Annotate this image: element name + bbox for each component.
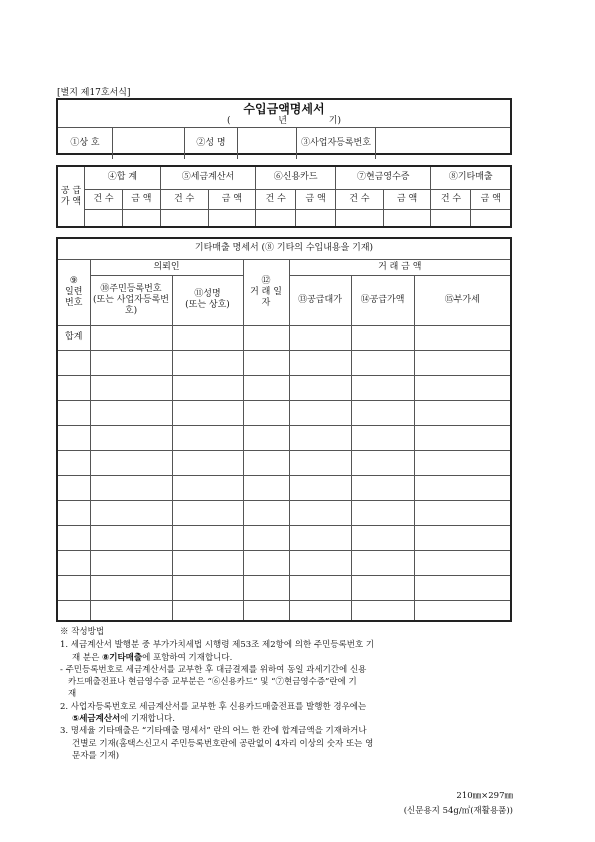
detail-cell[interactable] — [414, 450, 510, 475]
detail-cell[interactable] — [351, 350, 414, 375]
table-row — [58, 400, 510, 425]
count-cell[interactable] — [431, 209, 471, 226]
detail-cell[interactable] — [414, 600, 510, 620]
detail-cell[interactable] — [243, 550, 289, 575]
detail-cell[interactable] — [172, 350, 243, 375]
period-label: 기) — [328, 116, 341, 126]
name-field[interactable] — [238, 128, 297, 159]
detail-box — [56, 237, 512, 622]
detail-cell[interactable] — [58, 600, 90, 620]
detail-cell[interactable] — [243, 600, 289, 620]
detail-cell[interactable] — [90, 475, 172, 500]
biz-no-field[interactable] — [376, 128, 511, 159]
count-cell[interactable] — [160, 209, 208, 226]
detail-cell[interactable] — [58, 375, 90, 400]
note-1-line-2: 재 분은 ⑧기타매출에 포함하여 기재합니다. — [72, 652, 233, 663]
table-row — [58, 475, 510, 500]
count-cell[interactable] — [256, 209, 296, 226]
detail-cell[interactable] — [414, 475, 510, 500]
detail-cell[interactable] — [90, 400, 172, 425]
table-row — [58, 575, 510, 600]
detail-cell[interactable] — [58, 425, 90, 450]
note-4-line-1: 3. 명세율 기타매출은 “기타매출 명세서” 란의 어느 한 칸에 합계금액을 기재하거나 — [60, 726, 367, 737]
group-other-sales: ⑧기타매출 — [431, 167, 510, 189]
note-3-line-1: 2. 사업자등록번호로 세금계산서를 교부한 후 신용카드매출전표를 발행한 경우에는 — [60, 701, 367, 712]
detail-cell[interactable] — [351, 525, 414, 550]
vat-header: ⑮부가세 — [414, 275, 510, 325]
biz-no-label: ③사업자등록번호 — [297, 128, 376, 159]
amount-cell[interactable] — [122, 209, 160, 226]
form-tag: [별지 제17호서식] — [57, 88, 131, 98]
table-row — [58, 600, 510, 620]
detail-cell[interactable] — [289, 600, 351, 620]
detail-cell[interactable] — [58, 450, 90, 475]
detail-cell[interactable] — [58, 400, 90, 425]
amount-label: 금 액 — [471, 189, 510, 209]
detail-cell[interactable] — [172, 500, 243, 525]
detail-cell[interactable] — [90, 600, 172, 620]
amount-label: 금 액 — [208, 189, 256, 209]
detail-cell[interactable] — [351, 550, 414, 575]
group-tax-invoice: ⑤세금계산서 — [160, 167, 255, 189]
table-row — [58, 375, 510, 400]
detail-cell[interactable] — [58, 575, 90, 600]
table-row — [58, 350, 510, 375]
paper-size: 210㎜×297㎜ — [456, 791, 513, 801]
count-cell[interactable] — [85, 209, 123, 226]
detail-cell[interactable] — [58, 550, 90, 575]
total-cell[interactable] — [289, 325, 351, 350]
table-row — [58, 425, 510, 450]
detail-title: 기타매출 명세서 (⑧ 기타의 수입내용을 기재) — [58, 239, 510, 259]
detail-cell[interactable] — [243, 425, 289, 450]
note-2-line-3: 재 — [68, 689, 77, 700]
detail-cell[interactable] — [243, 525, 289, 550]
note-3-line-2: ⑤세금계산서에 기재합니다. — [72, 714, 175, 725]
group-total: ④합 계 — [85, 167, 161, 189]
note-2-line-1: - 주민등록번호로 세금계산서를 교부한 후 대금결제를 위하여 동일 과세기간에 신용 — [60, 664, 367, 675]
detail-cell[interactable] — [414, 575, 510, 600]
detail-cell[interactable] — [172, 600, 243, 620]
detail-cell[interactable] — [351, 375, 414, 400]
detail-cell[interactable] — [351, 575, 414, 600]
detail-cell[interactable] — [289, 525, 351, 550]
trade-name-field[interactable] — [113, 128, 185, 159]
note-3-emphasis: ⑤세금계산서 — [72, 714, 121, 725]
period-year: 년 — [278, 116, 287, 126]
detail-cell[interactable] — [58, 500, 90, 525]
detail-cell[interactable] — [414, 500, 510, 525]
trade-date-header: ⑫ 거 래 일 자 — [243, 259, 289, 325]
detail-cell[interactable] — [289, 500, 351, 525]
detail-cell[interactable] — [351, 425, 414, 450]
detail-cell[interactable] — [289, 450, 351, 475]
detail-cell[interactable] — [243, 475, 289, 500]
total-cell[interactable] — [172, 325, 243, 350]
note-4-line-2: 건별로 기재(홈택스신고시 주민등록번호란에 공란없이 4자리 이상의 숫자 또는 영 — [72, 738, 374, 749]
detail-cell[interactable] — [90, 450, 172, 475]
detail-cell[interactable] — [414, 375, 510, 400]
table-row — [58, 550, 510, 575]
note-1-line-1: 1. 세금계산서 발행분 중 부가가치세법 시행령 제53조 제2항에 의한 주민등록번호 기 — [60, 640, 375, 651]
table-row — [58, 525, 510, 550]
detail-cell[interactable] — [172, 475, 243, 500]
count-label: 건 수 — [256, 189, 296, 209]
detail-cell[interactable] — [90, 525, 172, 550]
detail-cell[interactable] — [172, 525, 243, 550]
amount-label: 금 액 — [122, 189, 160, 209]
detail-cell[interactable] — [289, 350, 351, 375]
detail-cell[interactable] — [243, 350, 289, 375]
amount-label: 금 액 — [383, 189, 431, 209]
detail-cell[interactable] — [243, 500, 289, 525]
amount-label: 금 액 — [296, 189, 336, 209]
detail-cell[interactable] — [243, 575, 289, 600]
detail-cell[interactable] — [351, 475, 414, 500]
name-label: ②성 명 — [185, 128, 238, 159]
detail-cell[interactable] — [289, 475, 351, 500]
amount-cell[interactable] — [296, 209, 336, 226]
detail-cell[interactable] — [243, 450, 289, 475]
total-cell[interactable] — [414, 325, 510, 350]
detail-cell[interactable] — [289, 425, 351, 450]
detail-cell[interactable] — [172, 550, 243, 575]
group-credit-card: ⑥신용카드 — [256, 167, 336, 189]
detail-cell[interactable] — [351, 500, 414, 525]
form-title: 수입금액명세서 — [243, 102, 325, 116]
total-cell[interactable] — [243, 325, 289, 350]
total-cell[interactable] — [351, 325, 414, 350]
supply-value-row-label: 공 급 가 액 — [58, 167, 85, 226]
trade-amount-header: 거 래 금 액 — [289, 259, 510, 275]
table-row — [58, 450, 510, 475]
detail-cell[interactable] — [414, 525, 510, 550]
detail-cell[interactable] — [90, 500, 172, 525]
detail-cell[interactable] — [172, 425, 243, 450]
detail-cell[interactable] — [289, 550, 351, 575]
client-header: 의뢰인 — [90, 259, 243, 275]
instructions — [60, 626, 510, 762]
count-label: 건 수 — [431, 189, 471, 209]
period-open: ( — [227, 116, 231, 126]
detail-cell[interactable] — [414, 550, 510, 575]
detail-cell[interactable] — [414, 425, 510, 450]
detail-cell[interactable] — [172, 575, 243, 600]
note-2-line-2: 카드매출전표나 현금영수증 교부분은 “⑥신용카드” 및 “⑦현금영수증”란에 기 — [68, 677, 357, 688]
count-label: 건 수 — [336, 189, 384, 209]
header-box — [56, 98, 512, 155]
detail-cell[interactable] — [90, 375, 172, 400]
detail-cell[interactable] — [172, 400, 243, 425]
note-1-emphasis: ⑧기타매출 — [102, 652, 143, 663]
supply-value-header: ⑭공급가액 — [351, 275, 414, 325]
paper-spec: (신문용지 54g/㎡(재활용품)) — [403, 806, 513, 816]
resident-id-header: ⑩주민등록번호 (또는 사업자등록번 호) — [90, 275, 172, 325]
detail-cell[interactable] — [58, 350, 90, 375]
detail-cell[interactable] — [58, 475, 90, 500]
count-cell[interactable] — [336, 209, 384, 226]
total-row-label: 합계 — [58, 325, 90, 350]
detail-cell[interactable] — [414, 350, 510, 375]
detail-cell[interactable] — [243, 375, 289, 400]
group-cash-receipt: ⑦현금영수증 — [336, 167, 431, 189]
amount-cell[interactable] — [383, 209, 431, 226]
detail-cell[interactable] — [289, 375, 351, 400]
note-4-line-3: 문자를 기재) — [72, 750, 120, 761]
serial-no-header: ⑨ 일련 번호 — [58, 259, 90, 325]
summary-box — [56, 165, 512, 228]
detail-cell[interactable] — [351, 600, 414, 620]
detail-cell[interactable] — [90, 575, 172, 600]
client-name-header: ⑪성명 (또는 상호) — [172, 275, 243, 325]
amount-cell[interactable] — [471, 209, 510, 226]
total-cell[interactable] — [90, 325, 172, 350]
detail-cell[interactable] — [351, 450, 414, 475]
detail-cell[interactable] — [172, 450, 243, 475]
detail-cell[interactable] — [243, 400, 289, 425]
trade-name-label: ①상 호 — [58, 128, 113, 159]
detail-cell[interactable] — [90, 425, 172, 450]
count-label: 건 수 — [85, 189, 123, 209]
detail-cell[interactable] — [58, 525, 90, 550]
notes-heading: ※ 작성방법 — [60, 627, 105, 637]
detail-cell[interactable] — [172, 375, 243, 400]
supply-price-header: ⑬공급대가 — [289, 275, 351, 325]
detail-cell[interactable] — [289, 400, 351, 425]
detail-cell[interactable] — [414, 400, 510, 425]
detail-cell[interactable] — [351, 400, 414, 425]
detail-cell[interactable] — [90, 350, 172, 375]
detail-cell[interactable] — [289, 575, 351, 600]
amount-cell[interactable] — [208, 209, 256, 226]
detail-cell[interactable] — [90, 550, 172, 575]
table-row — [58, 500, 510, 525]
count-label: 건 수 — [160, 189, 208, 209]
